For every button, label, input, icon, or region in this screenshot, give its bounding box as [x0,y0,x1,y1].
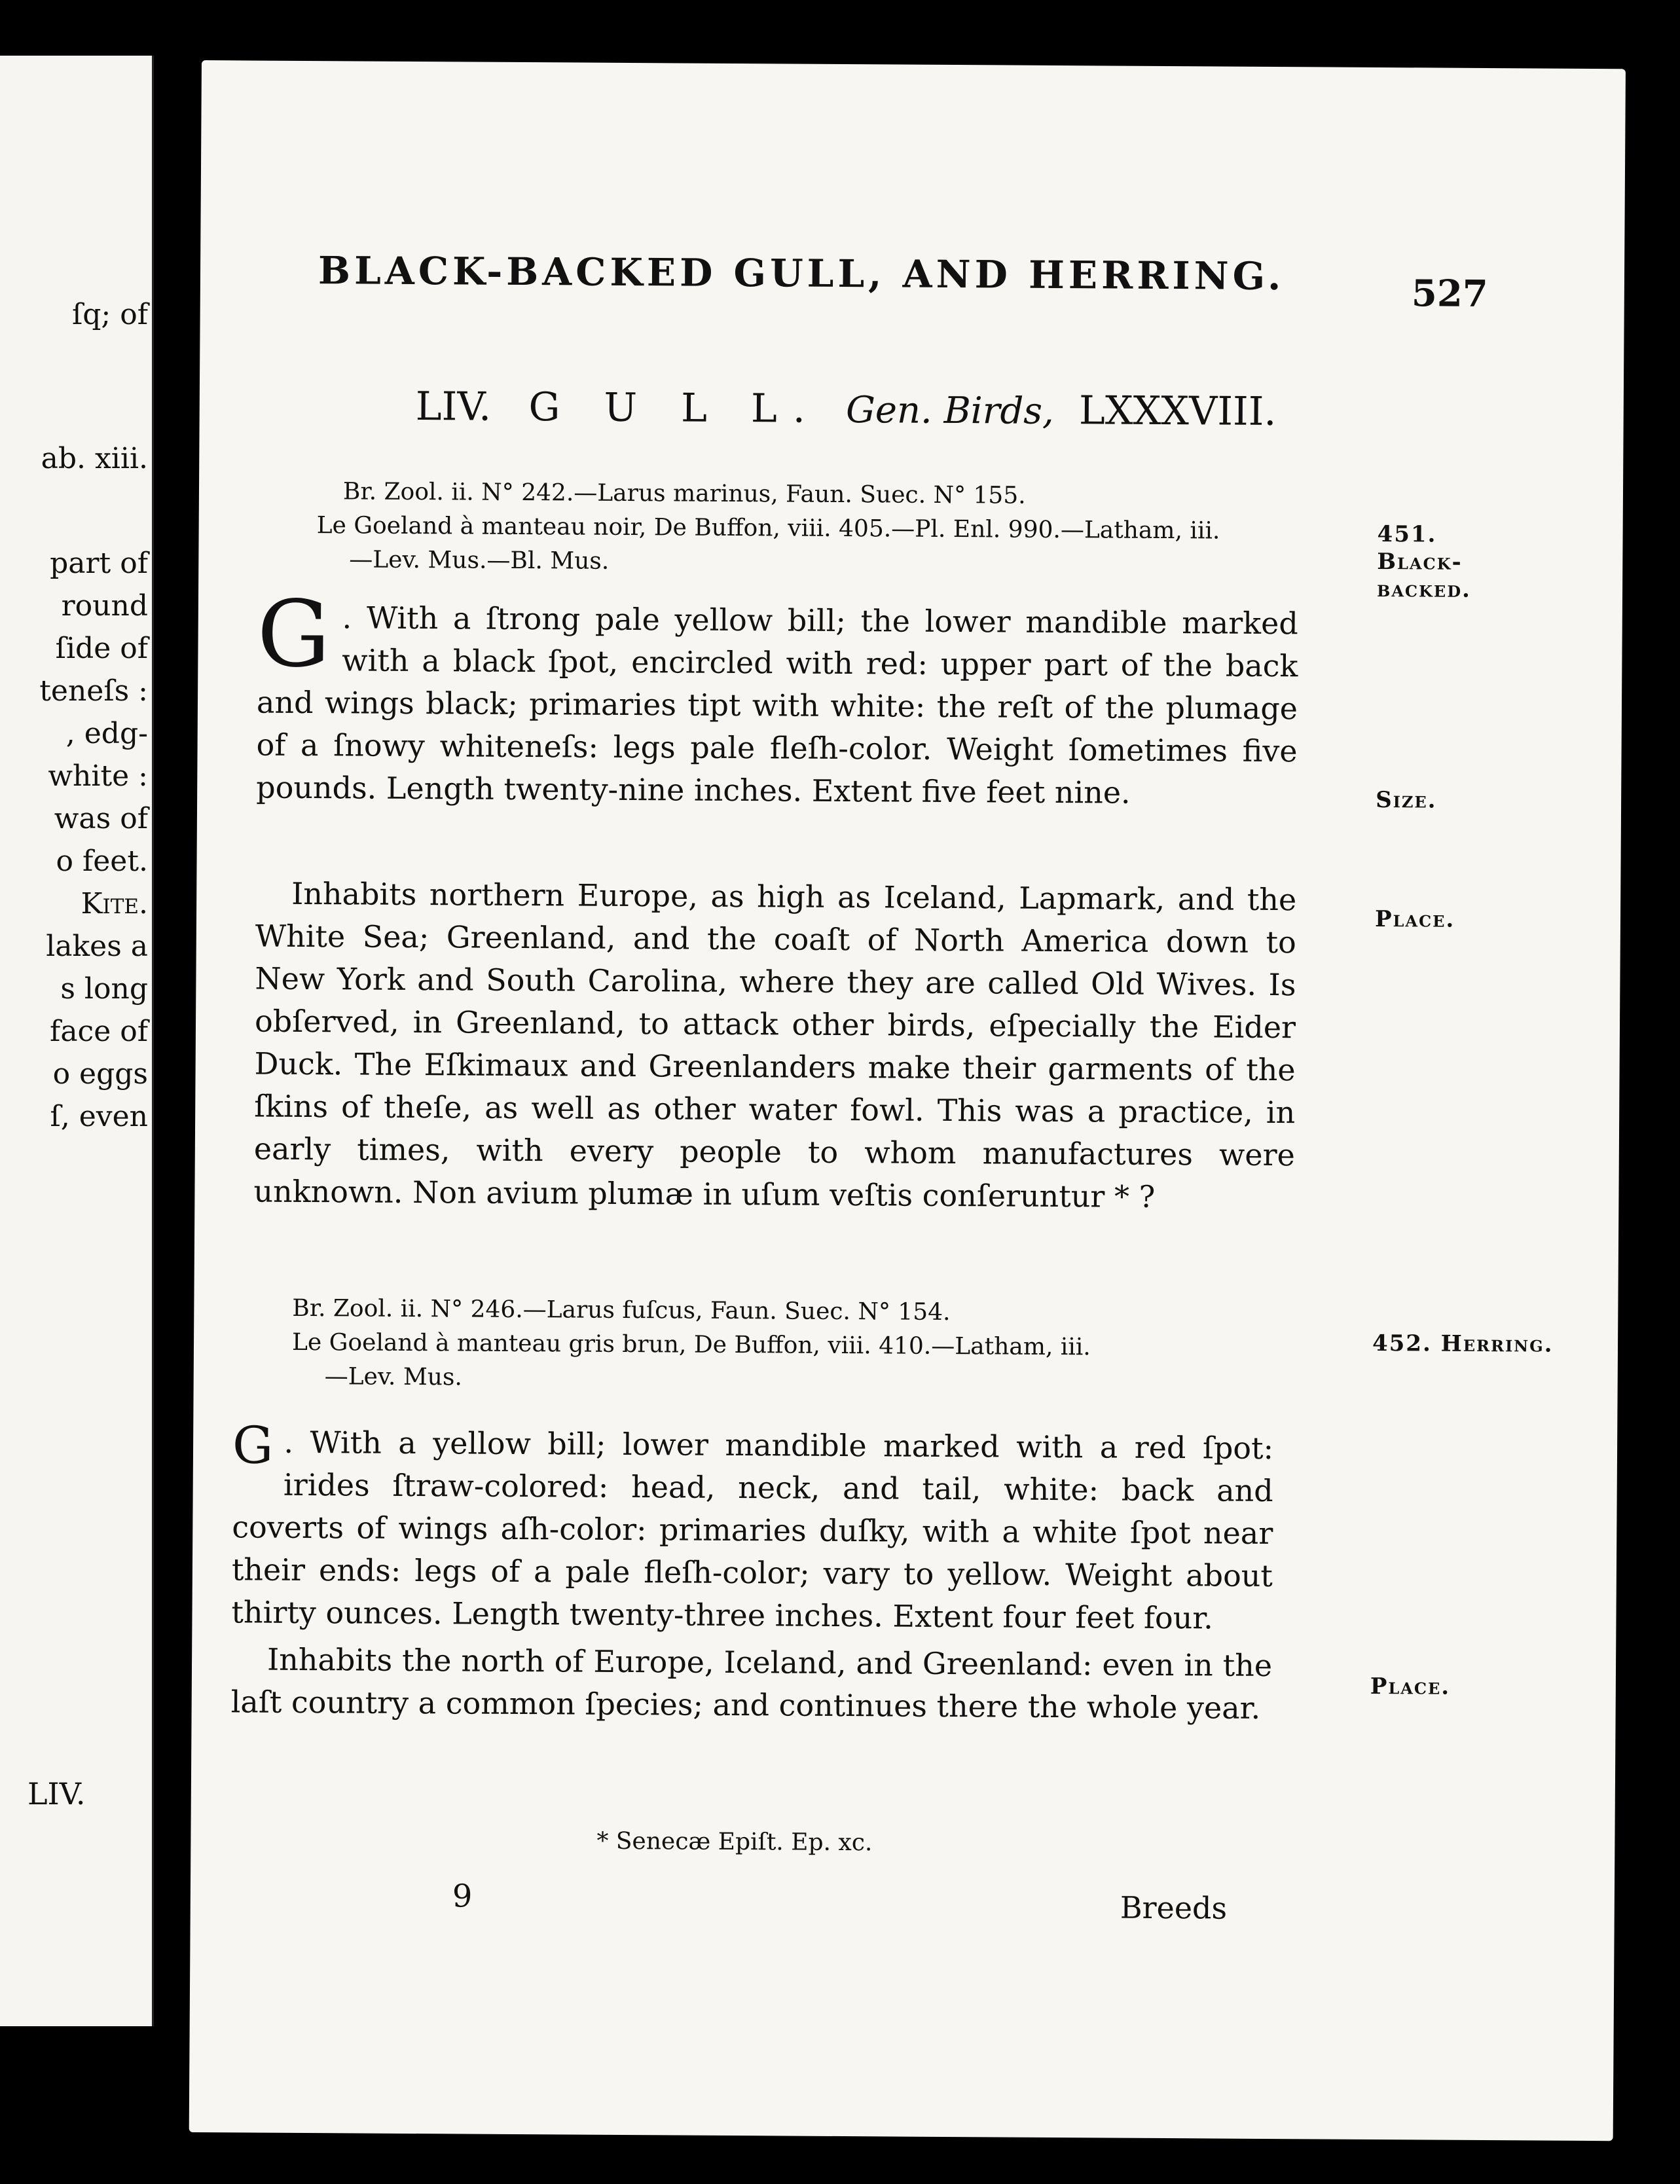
left-fragment: ſide of [55,632,148,665]
synonymy-line: Le Goeland à manteau noir, De Buffon, viii. 405.—Pl. Enl. 990.—Latham, iii. [316,512,1220,545]
synonymy-line: Br. Zool. ii. N° 242.—Larus marinus, Faun. Suec. N° 155. [342,478,1026,509]
left-fragment: face of [50,1015,148,1048]
genus-number: LIV. [415,384,492,430]
side-label-size: Size. [1376,786,1437,814]
left-fragment: o eggs [52,1057,148,1091]
left-fragment: teneſs : [39,674,148,708]
description-text: . With a ſtrong pale yellow bill; the lower mandible marked with a black ſpot, encircled with red: upper part of the back and wings black; primaries tipt with white: the reſt of the plumage of a ſnowy whiteneſs: legs pale fleſh-color. Weight ſometimes five pounds. Length twenty-nine inches. Extent five feet nine. [256,600,1298,810]
genus-roman: LXXXVIII. [1078,388,1277,435]
genus-heading [416,384,1277,435]
catchword: Breeds [1120,1889,1228,1926]
left-fragment: ſ, even [50,1100,148,1133]
running-head: BLACK-BACKED GULL, AND HERRING. [318,248,1285,299]
side-label-place: Place. [1374,905,1455,933]
dropcap: G [232,1416,274,1476]
left-fragment: o feet. [56,845,148,878]
signature-mark: 9 [452,1878,473,1915]
genus-name: G U L L. [528,384,822,432]
left-page-fragment [0,56,154,2026]
left-fragment: round [61,589,148,623]
left-fragment: , edg- [65,717,148,750]
left-fragment: s long [60,972,148,1006]
side-label-herring: 452. Herring. [1372,1330,1554,1358]
book-page [189,60,1626,2141]
synonymy-line: Le Goeland à manteau gris brun, De Buffon, viii. 410.—Latham, iii. [291,1328,1091,1361]
left-fragment: ſq; of [71,298,148,331]
description-herring [231,1416,1274,1640]
side-label-place: Place. [1370,1673,1451,1700]
left-fragment: ab. xiii. [41,442,148,475]
footnote: * Senecæ Epiſt. Ep. xc. [596,1827,873,1857]
habitat-herring: Inhabits the north of Europe, Iceland, and Greenland: even in the laſt country a common ſpecies; and continues there the whole year. [230,1641,1273,1726]
left-fragment: white : [48,759,148,793]
dropcap: G [257,581,331,689]
left-fragment: Kite. [81,887,148,920]
page-number: 527 [1411,272,1488,316]
genus-gen: Gen. Birds, [845,389,1055,433]
synonymy-line: —Lev. Mus.—Bl. Mus. [349,546,610,575]
synonymy-line: —Lev. Mus. [324,1363,462,1391]
side-label-black-backed: 451. Black-backed. [1376,520,1472,603]
left-fragment: was of [54,802,148,835]
left-fragment: lakes a [46,930,148,963]
description-text: . With a yellow bill; lower mandible marked with a red ſpot: irides ſtraw-colored: head, neck, and tail, white: back and coverts of wings aſh-color: primaries duſky, with a white ſpot near their ends: legs of a pale fleſh-color; vary to yellow. Weight about thirty ounces. Length twenty-three inches. Extent four feet four. [231,1424,1274,1636]
synonymy-line: Br. Zool. ii. N° 246.—Larus fuſcus, Faun. Suec. N° 154. [292,1294,951,1326]
left-running-head: LIV. [27,1776,86,1811]
description-black-backed [256,581,1298,816]
habitat-black-backed: Inhabits northern Europe, as high as Iceland, Lapmark, and the White Sea; Greenland, and the coaſt of North America down to New York and South Carolina, where they are called Old Wives. Is obſerved, in Greenland, to attack other birds, eſpecially the Eider Duck. The Eſkimaux and Greenlanders make their garments of the ſkins of theſe, as well as other water fowl. This was a practice, in early times, with every people to whom manufactures were unknown. Non avium plumæ in uſum veſtis conſeruntur * ? [253,875,1297,1214]
left-fragment: part of [50,547,148,580]
